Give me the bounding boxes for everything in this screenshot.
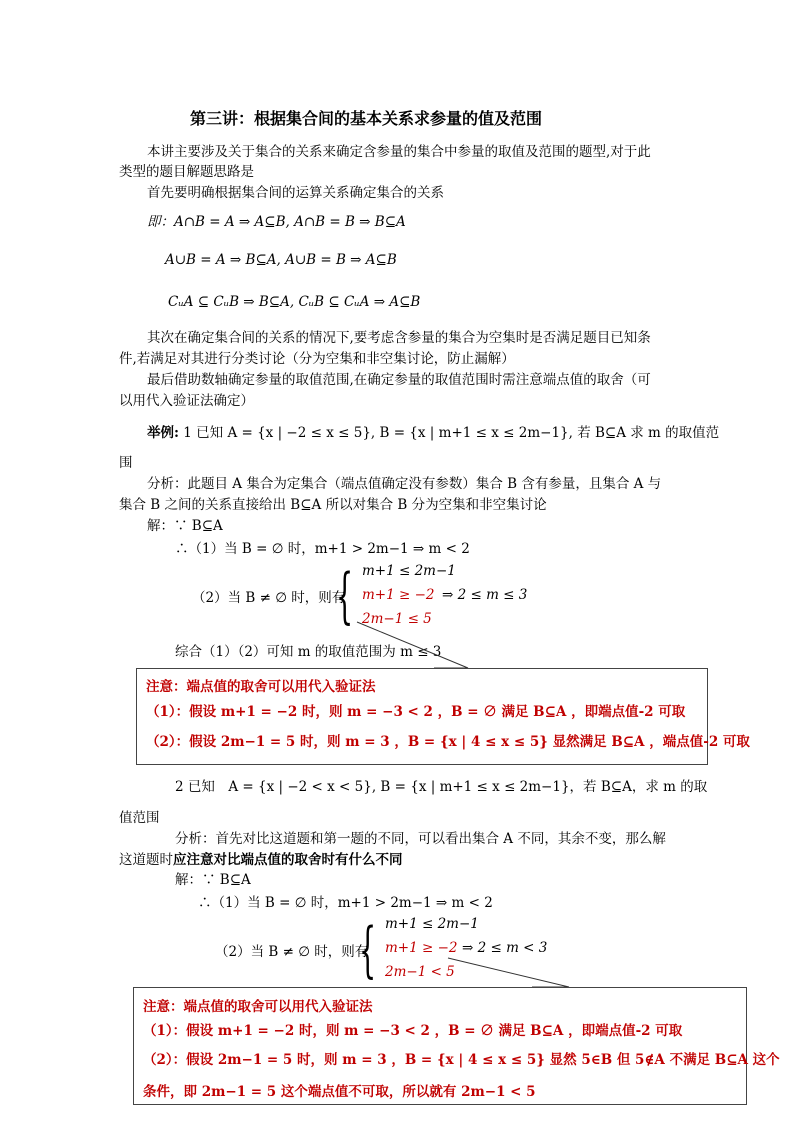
example-2-case-2: （2）当 B ≠ ∅ 时，则有 (215, 944, 369, 960)
example-1-analysis-1: 分析：此题目 A 集合为定集合（端点值确定没有参数）集合 B 含有参量，且集合 A 与 (147, 476, 662, 492)
next-line-4: 以用代入验证法确定） (119, 393, 254, 409)
example-1-solution: 解：∵ B⊆A (147, 518, 223, 534)
example-2-stem-cont: 值范围 (119, 810, 160, 826)
example-1-analysis-2: 集合 B 之间的关系直接给出 B⊆A 所以对集合 B 分为空集和非空集讨论 (119, 497, 547, 513)
note-1-line-1: （1）：假设 m+1 = −2 时，则 m = −3 < 2 ，B = ∅ 满足 B⊆A ，即端点值-2 可取 (146, 704, 686, 720)
intro-line-2: 类型的题目解题思路是 (119, 164, 254, 180)
example-1-brace: { (336, 561, 354, 631)
note-2-title: 注意：端点值的取舍可以用代入验证法 (143, 999, 373, 1015)
example-1-text: 1 已知 A = {x | −2 ≤ x ≤ 5}, B = {x | m+1 ≤ x ≤ 2m−1}, 若 B⊆A 求 m 的取值范 (183, 425, 720, 441)
note-2-line-1: （1）：假设 m+1 = −2 时，则 m = −3 < 2 ，B = ∅ 满足 B⊆A ，即端点值-2 可取 (143, 1023, 683, 1039)
example-2-analysis-1: 分析：首先对比这道题和第一题的不同，可以看出集合 A 不同，其余不变，那么解 (175, 831, 666, 847)
next-line-2: 件,若满足对其进行分类讨论（分为空集和非空集讨论，防止漏解） (119, 351, 515, 367)
example-1-system-1: m+1 ≤ 2m−1 (362, 563, 456, 579)
note-1-line-2: （2）：假设 2m−1 = 5 时，则 m = 3 ，B = {x | 4 ≤ x ≤ 5} 显然满足 B⊆A ，端点值-2 可取 (146, 734, 750, 750)
example-2-system-1: m+1 ≤ 2m−1 (385, 916, 479, 932)
example-2-solution: 解：∵ B⊆A (175, 872, 251, 888)
note-2-line-3: 条件，即 2m−1 = 5 这个端点值不可取，所以就有 2m−1 < 5 (143, 1084, 536, 1100)
example-1-case-1: ∴（1）当 B = ∅ 时，m+1 > 2m−1 ⇒ m < 2 (175, 541, 470, 557)
page-title: 第三讲：根据集合间的基本关系求参量的值及范围 (190, 109, 543, 128)
note-1-title: 注意：端点值的取舍可以用代入验证法 (146, 679, 376, 695)
next-line-1: 其次在确定集合间的关系的情况下,要考虑含参量的集合为空集时是否满足题目已知条 (147, 330, 651, 346)
example-2-system-2: m+1 ≥ −2 (385, 940, 458, 956)
example-2-analysis-2a: 这道题时 (119, 852, 173, 868)
example-1-stem-cont: 围 (119, 455, 133, 471)
example-label: 举例: (147, 425, 179, 441)
example-2-system-result: ⇒ 2 ≤ m < 3 (462, 940, 548, 956)
relation-3: CᵤA ⊆ CᵤB ⇒ B⊆A, CᵤB ⊆ CᵤA ⇒ A⊆B (168, 294, 421, 310)
example-1-system-result: ⇒ 2 ≤ m ≤ 3 (442, 587, 528, 603)
example-1-summary: 综合（1）（2）可知 m 的取值范围为 m ≤ 3 (175, 644, 442, 660)
example-2-case-1: ∴（1）当 B = ∅ 时，m+1 > 2m−1 ⇒ m < 2 (198, 895, 493, 911)
relation-1: 即：A∩B = A ⇒ A⊆B, A∩B = B ⇒ B⊆A (147, 214, 406, 230)
example-1-case-2: （2）当 B ≠ ∅ 时，则有 (192, 590, 346, 606)
example-2-stem: 2 已知 A = {x | −2 < x < 5}, B = {x | m+1 ≤ x ≤ 2m−1}，若 B⊆A，求 m 的取 (175, 779, 708, 795)
note-2-line-2: （2）：假设 2m−1 = 5 时，则 m = 3 ，B = {x | 4 ≤ x ≤ 5} 显然 5∈B 但 5∉A 不满足 B⊆A 这个 (143, 1052, 780, 1068)
callout-2-pointer (448, 958, 569, 987)
next-line-3: 最后借助数轴确定参量的取值范围,在确定参量的取值范围时需注意端点值的取舍（可 (147, 372, 651, 388)
example-1-system-3: 2m−1 ≤ 5 (362, 611, 432, 627)
intro-line-3: 首先要明确根据集合间的运算关系确定集合的关系 (147, 185, 444, 201)
example-2-analysis-2b: 应注意对比端点值的取舍时有什么不同 (173, 852, 403, 868)
intro-line-1: 本讲主要涉及关于集合的关系来确定含参量的集合中参量的取值及范围的题型,对于此 (147, 144, 651, 160)
example-2-analysis-2 (119, 848, 403, 868)
relation-2: A∪B = A ⇒ B⊆A, A∪B = B ⇒ A⊆B (165, 252, 397, 268)
example-2-brace: { (359, 915, 377, 985)
callout-1-pointer (357, 622, 468, 668)
example-2-system-3: 2m−1 < 5 (385, 964, 455, 980)
example-1-system-2: m+1 ≥ −2 (362, 587, 435, 603)
